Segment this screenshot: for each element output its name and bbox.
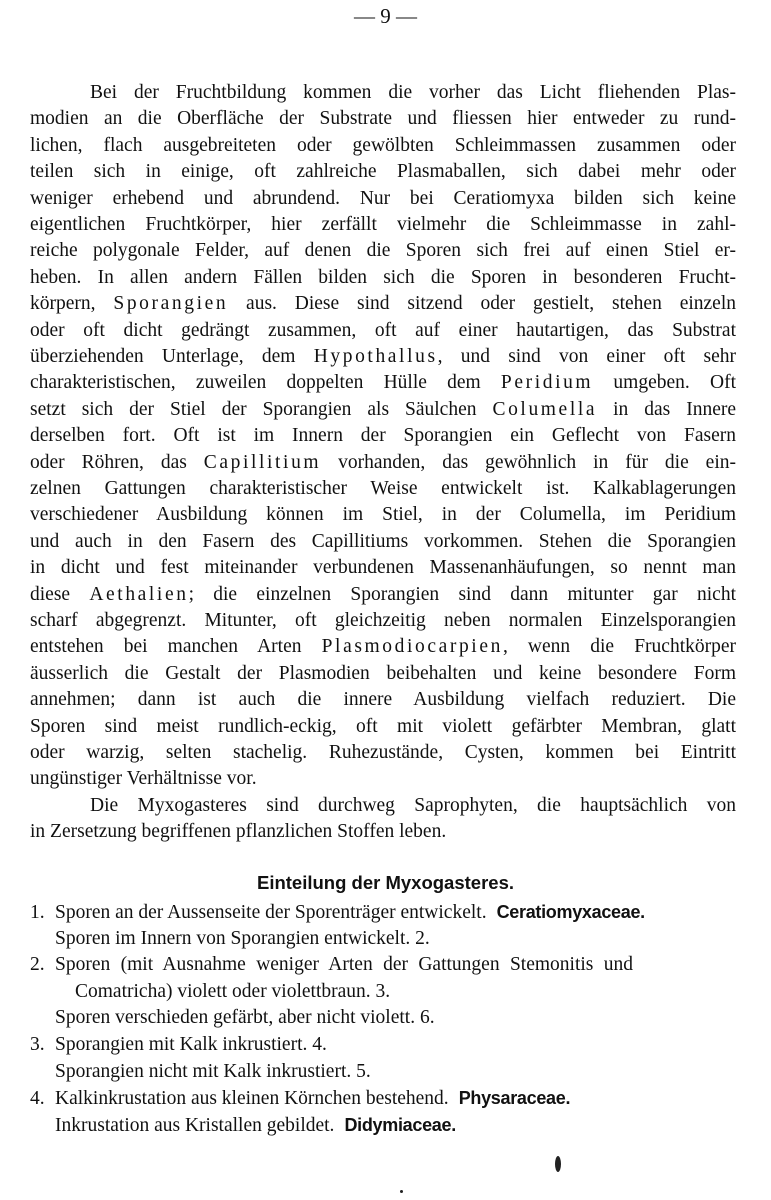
text-line (30, 688, 736, 712)
scan-speck (555, 1156, 561, 1172)
text-segment: , wenn die Fruchtkörper (502, 636, 736, 658)
text-segment: körpern, (30, 293, 114, 315)
text-line (30, 662, 736, 686)
key-number: 4. (30, 1088, 45, 1110)
text-segment: heben. In allen andern Fällen bilden sich die Sporen in besonderen Frucht- (30, 266, 736, 288)
scan-speck (400, 1190, 403, 1193)
text-segment: , und sind von einer oft sehr (437, 346, 736, 367)
spaced-term: Capillitium (203, 451, 322, 473)
family-name: Physaraceae. (458, 1088, 571, 1109)
key-number: 2. (30, 954, 45, 976)
key-entry (30, 1086, 570, 1111)
text-line (30, 424, 736, 448)
text-line (30, 319, 736, 343)
text-line (30, 715, 736, 739)
text-line (30, 635, 736, 659)
text-segment: oder warzig, selten stachelig. Ruhezustände, Cysten, kommen bei Eintritt (30, 742, 736, 763)
key-text: Sporen (mit Ausnahme weniger Arten der Gattungen Stemonitis und (55, 954, 633, 976)
text-segment: annehmen; dann ist auch die innere Ausbildung vielfach reduziert. Die (30, 689, 736, 711)
key-entry (30, 1113, 456, 1138)
text-segment: setzt sich der Stiel der Sporangien als Säulchen (30, 398, 493, 420)
text-line (30, 187, 736, 211)
text-segment: eigentlichen Fruchtkörper, hier zerfällt vielmehr die Schleimmasse in zahl- (30, 214, 736, 235)
text-line (30, 134, 736, 158)
text-line (30, 794, 736, 818)
text-segment: verschiedener Ausbildung können im Stiel, in der Columella, im Peridium (30, 504, 736, 526)
text-segment: in Zersetzung begriffenen pflanzlichen Stoffen leben. (30, 821, 447, 843)
text-line (30, 556, 736, 580)
key-text: Inkrustation aus Kristallen gebildet. (55, 1114, 335, 1136)
spaced-term: Sporangien (113, 293, 229, 315)
key-text: Kalkinkrustation aus kleinen Körnchen bestehend. (55, 1088, 449, 1110)
text-line (30, 213, 736, 237)
family-name: Didymiaceae. (344, 1114, 456, 1135)
spaced-term: Aethalien (89, 583, 189, 605)
text-line (30, 530, 736, 554)
key-number: 1. (30, 902, 45, 923)
key-entry (30, 980, 390, 1004)
text-line (30, 398, 736, 422)
text-line (30, 477, 736, 501)
text-line (30, 107, 736, 131)
key-entry (30, 1006, 435, 1030)
key-heading: Einteilung der Myxogasteres. (256, 872, 514, 893)
key-text: Sporen im Innern von Sporangien entwickelt. 2. (55, 927, 430, 949)
key-text: Sporen verschieden gefärbt, aber nicht violett. 6. (55, 1007, 435, 1029)
text-line (30, 239, 736, 263)
text-line (30, 451, 736, 475)
text-line (30, 583, 736, 607)
text-segment: vorhanden, das gewöhnlich in für die ein- (321, 451, 736, 473)
text-segment: und auch in den Fasern des Capillitiums vorkommen. Stehen die Sporangien (30, 530, 736, 552)
key-entry (30, 900, 645, 925)
key-entry (30, 1060, 371, 1084)
text-segment: scharf abgegrenzt. Mitunter, oft gleichzeitig neben normalen Einzelsporangien (30, 610, 736, 631)
text-segment: Bei der Fruchtbildung kommen die vorher das Licht fliehenden Plas- (90, 82, 736, 103)
text-line (30, 741, 736, 765)
text-segment: lichen, flach ausgebreiteten oder gewölbten Schleimmassen zusammen oder (30, 134, 736, 156)
text-segment: charakteristischen, zuweilen doppelten Hülle dem (30, 372, 501, 394)
page-number: — 9 — (354, 4, 417, 28)
key-entry (30, 1033, 327, 1057)
text-line (30, 371, 736, 395)
text-segment: zelnen Gattungen charakteristischer Weise entwickelt ist. Kalkablagerungen (30, 478, 736, 499)
text-line (30, 160, 736, 184)
text-segment: diese (30, 583, 90, 605)
text-line (30, 503, 736, 527)
text-segment: derselben fort. Oft ist im Innern der Sporangien ein Geflecht von Fasern (30, 425, 736, 447)
spaced-term: Hypothallus (313, 346, 438, 367)
key-entry (30, 953, 633, 977)
text-segment: umgeben. Oft (593, 372, 736, 394)
text-line (30, 609, 736, 633)
text-segment: modien an die Oberfläche der Substrate und fliessen hier entweder zu rund- (30, 108, 736, 130)
text-line (30, 345, 736, 369)
key-text: Sporangien nicht mit Kalk inkrustiert. 5. (55, 1060, 371, 1082)
text-segment: äusserlich die Gestalt der Plasmodien beibehalten und keine besondere Form (30, 662, 736, 684)
spaced-term: Peridium (500, 372, 594, 394)
text-segment: Die Myxogasteres sind durchweg Saprophyten, die hauptsächlich von (90, 794, 736, 816)
text-line (30, 820, 736, 844)
text-segment: oder oft dicht gedrängt zusammen, oft auf einer hautartigen, das Substrat (30, 319, 736, 341)
text-segment: weniger erhebend und abrundend. Nur bei Ceratiomyxa bilden sich keine (30, 187, 736, 209)
text-segment: ungünstiger Verhältnisse vor. (30, 768, 257, 790)
text-segment: entstehen bei manchen Arten (30, 636, 322, 658)
text-segment: in das Innere (597, 398, 736, 420)
key-entry (30, 927, 430, 951)
text-segment: Sporen sind meist rundlich-eckig, oft mit violett gefärbter Membran, glatt (30, 715, 736, 737)
key-text: Sporangien mit Kalk inkrustiert. 4. (55, 1034, 327, 1055)
text-line (30, 81, 736, 105)
text-segment: aus. Diese sind sitzend oder gestielt, stehen einzeln (228, 293, 736, 315)
spaced-term: Plasmodiocarpien (321, 636, 503, 658)
key-number: 3. (30, 1034, 45, 1055)
key-text: Comatricha) violett oder violettbraun. 3. (75, 980, 391, 1002)
text-segment: reiche polygonale Felder, auf denen die Sporen sich frei auf einen Stiel er- (30, 240, 736, 262)
text-segment: teilen sich in einige, oft zahlreiche Plasmaballen, sich dabei mehr oder (30, 161, 736, 183)
spaced-term: Columella (492, 398, 598, 420)
text-segment: ; die einzelnen Sporangien sind dann mitunter gar nicht (188, 583, 736, 605)
key-text: Sporen an der Aussenseite der Sporenträger entwickelt. (55, 902, 487, 923)
text-line (30, 292, 736, 316)
text-segment: oder Röhren, das (30, 451, 204, 473)
text-segment: in dicht und fest miteinander verbundenen Massenanhäufungen, so nennt man (30, 557, 736, 579)
text-line (30, 266, 736, 290)
text-line (30, 767, 736, 791)
text-segment: überziehenden Unterlage, dem (30, 346, 314, 367)
family-name: Ceratiomyxaceae. (496, 902, 645, 922)
